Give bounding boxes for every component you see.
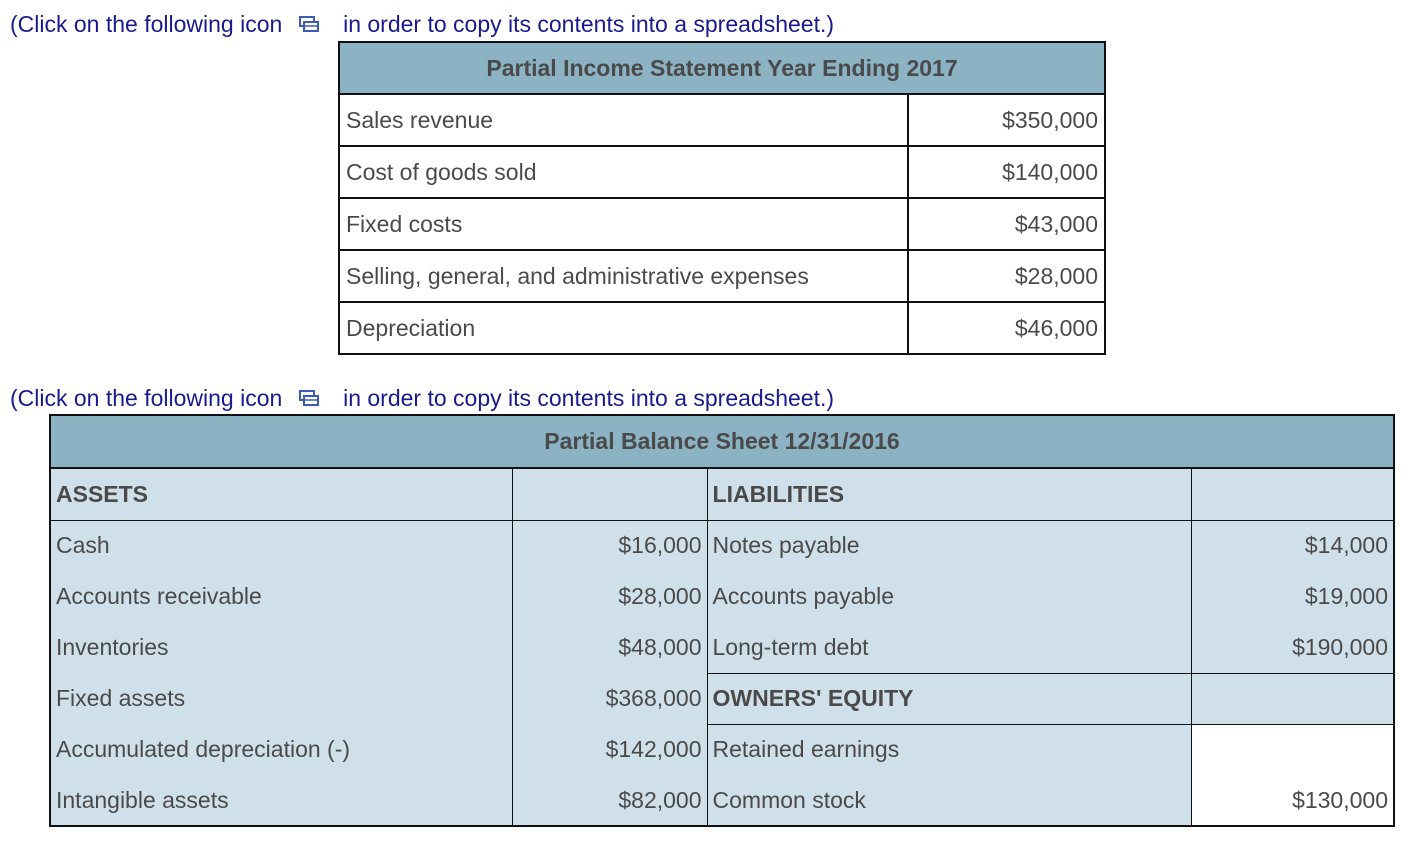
equity-value: $130,000 [1191, 775, 1394, 826]
table-row [50, 724, 1394, 775]
asset-label: Inventories [50, 622, 512, 673]
copy-to-spreadsheet-icon[interactable] [299, 390, 319, 406]
table-row [50, 571, 1394, 622]
table-row [50, 673, 1394, 724]
liability-value: $14,000 [1191, 520, 1394, 571]
asset-value: $28,000 [512, 571, 707, 622]
assets-header-value [512, 468, 707, 520]
asset-label: Intangible assets [50, 775, 512, 826]
asset-value: $142,000 [512, 724, 707, 775]
income-row-label: Depreciation [339, 302, 908, 354]
asset-label: Fixed assets [50, 673, 512, 724]
income-row-value: $28,000 [908, 250, 1105, 302]
table-row [50, 520, 1394, 571]
liabilities-header: LIABILITIES [707, 468, 1191, 520]
liability-label: Accounts payable [707, 571, 1191, 622]
asset-label: Accounts receivable [50, 571, 512, 622]
equity-label: Common stock [707, 775, 1191, 826]
table-row [339, 250, 1105, 302]
income-row-label: Cost of goods sold [339, 146, 908, 198]
instruction-prefix: (Click on the following icon [10, 384, 283, 411]
asset-value: $82,000 [512, 775, 707, 826]
owners-equity-header: OWNERS' EQUITY [707, 673, 1191, 724]
assets-header: ASSETS [50, 468, 512, 520]
asset-label: Accumulated depreciation (-) [50, 724, 512, 775]
income-statement-title: Partial Income Statement Year Ending 2017 [339, 42, 1105, 94]
table-row [50, 775, 1394, 826]
owners-equity-header-value [1191, 673, 1394, 724]
income-statement-table [338, 41, 1106, 355]
instruction-suffix: in order to copy its contents into a spreadsheet.) [343, 10, 835, 37]
balance-sheet-title: Partial Balance Sheet 12/31/2016 [50, 415, 1394, 468]
table-row [339, 302, 1105, 354]
income-row-label: Fixed costs [339, 198, 908, 250]
asset-label: Cash [50, 520, 512, 571]
income-row-value: $43,000 [908, 198, 1105, 250]
equity-value [1191, 724, 1394, 775]
liability-value: $190,000 [1191, 622, 1394, 673]
asset-value: $368,000 [512, 673, 707, 724]
table-row [339, 146, 1105, 198]
copy-to-spreadsheet-icon[interactable] [299, 16, 319, 32]
instruction-suffix: in order to copy its contents into a spreadsheet.) [343, 384, 835, 411]
asset-value: $16,000 [512, 520, 707, 571]
equity-label: Retained earnings [707, 724, 1191, 775]
table-row [339, 198, 1105, 250]
liability-label: Notes payable [707, 520, 1191, 571]
liability-label: Long-term debt [707, 622, 1191, 673]
copy-instruction-income [10, 8, 834, 38]
balance-sheet-table [49, 414, 1395, 827]
instruction-prefix: (Click on the following icon [10, 10, 283, 37]
asset-value: $48,000 [512, 622, 707, 673]
income-row-value: $46,000 [908, 302, 1105, 354]
income-row-value: $140,000 [908, 146, 1105, 198]
income-row-value: $350,000 [908, 94, 1105, 146]
liabilities-header-value [1191, 468, 1394, 520]
income-row-label: Sales revenue [339, 94, 908, 146]
copy-instruction-balance [10, 382, 834, 412]
table-row [339, 94, 1105, 146]
table-row [50, 468, 1394, 520]
liability-value: $19,000 [1191, 571, 1394, 622]
income-row-label: Selling, general, and administrative expenses [339, 250, 908, 302]
table-row [50, 622, 1394, 673]
